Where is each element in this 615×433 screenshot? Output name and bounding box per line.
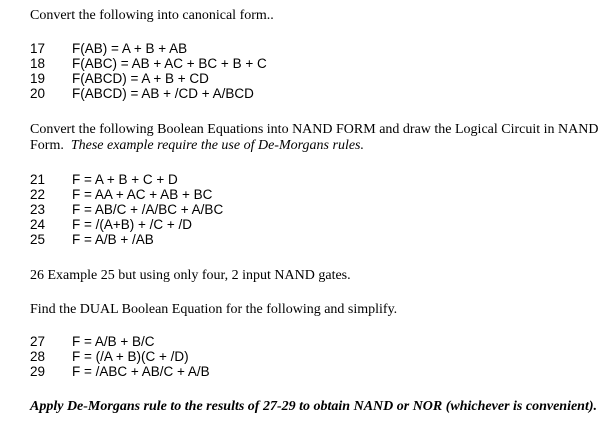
canonical-heading: Convert the following into canonical form.. bbox=[30, 8, 274, 23]
canonical-list bbox=[30, 41, 267, 101]
list-item bbox=[30, 172, 223, 187]
item-expression: F = /ABC + AB/C + A/B bbox=[72, 364, 210, 379]
example-26-text: 26 Example 25 but using only four, 2 input NAND gates. bbox=[30, 268, 351, 283]
list-item bbox=[30, 202, 223, 217]
item-number: 20 bbox=[30, 86, 46, 101]
list-item bbox=[30, 232, 223, 247]
item-expression: F(ABCD) = A + B + CD bbox=[72, 71, 209, 86]
item-expression: F = /(A+B) + /C + /D bbox=[72, 217, 193, 232]
item-expression: F(AB) = A + B + AB bbox=[72, 41, 188, 56]
item-expression: F = A/B + B/C bbox=[72, 334, 155, 349]
item-number: 24 bbox=[30, 217, 46, 232]
list-item bbox=[30, 364, 210, 379]
item-number: 17 bbox=[30, 41, 46, 56]
item-number: 25 bbox=[30, 232, 46, 247]
item-number: 28 bbox=[30, 349, 46, 364]
item-expression: F = AA + AC + AB + BC bbox=[72, 187, 213, 202]
item-number: 23 bbox=[30, 202, 46, 217]
item-number: 21 bbox=[30, 172, 46, 187]
list-item bbox=[30, 217, 223, 232]
list-item bbox=[30, 187, 223, 202]
dual-list bbox=[30, 334, 210, 379]
item-number: 27 bbox=[30, 334, 46, 349]
item-number: 22 bbox=[30, 187, 46, 202]
nand-list bbox=[30, 172, 223, 247]
closing-instruction: Apply De-Morgans rule to the results of 27-29 to obtain NAND or NOR (whichever is convenient). bbox=[30, 399, 598, 414]
nand-heading bbox=[30, 122, 600, 154]
item-number: 29 bbox=[30, 364, 46, 379]
list-item bbox=[30, 86, 267, 101]
item-expression: F(ABCD) = AB + /CD + A/BCD bbox=[72, 86, 254, 101]
list-item bbox=[30, 71, 267, 86]
item-expression: F = (/A + B)(C + /D) bbox=[72, 349, 189, 364]
dual-heading: Find the DUAL Boolean Equation for the following and simplify. bbox=[30, 302, 398, 317]
item-expression: F = A/B + /AB bbox=[72, 232, 154, 247]
item-expression: F = A + B + C + D bbox=[72, 172, 178, 187]
nand-heading-text: Convert the following Boolean Equations into NAND FORM and draw the Logical Circuit in NAND Form. bbox=[30, 122, 599, 153]
item-number: 19 bbox=[30, 71, 46, 86]
item-number: 18 bbox=[30, 56, 46, 71]
list-item bbox=[30, 56, 267, 71]
list-item bbox=[30, 334, 210, 349]
item-expression: F(ABC) = AB + AC + BC + B + C bbox=[72, 56, 267, 71]
list-item bbox=[30, 349, 210, 364]
nand-note: These example require the use of De-Morgans rules. bbox=[70, 138, 365, 153]
item-expression: F = AB/C + /A/BC + A/BC bbox=[72, 202, 224, 217]
list-item bbox=[30, 41, 267, 56]
